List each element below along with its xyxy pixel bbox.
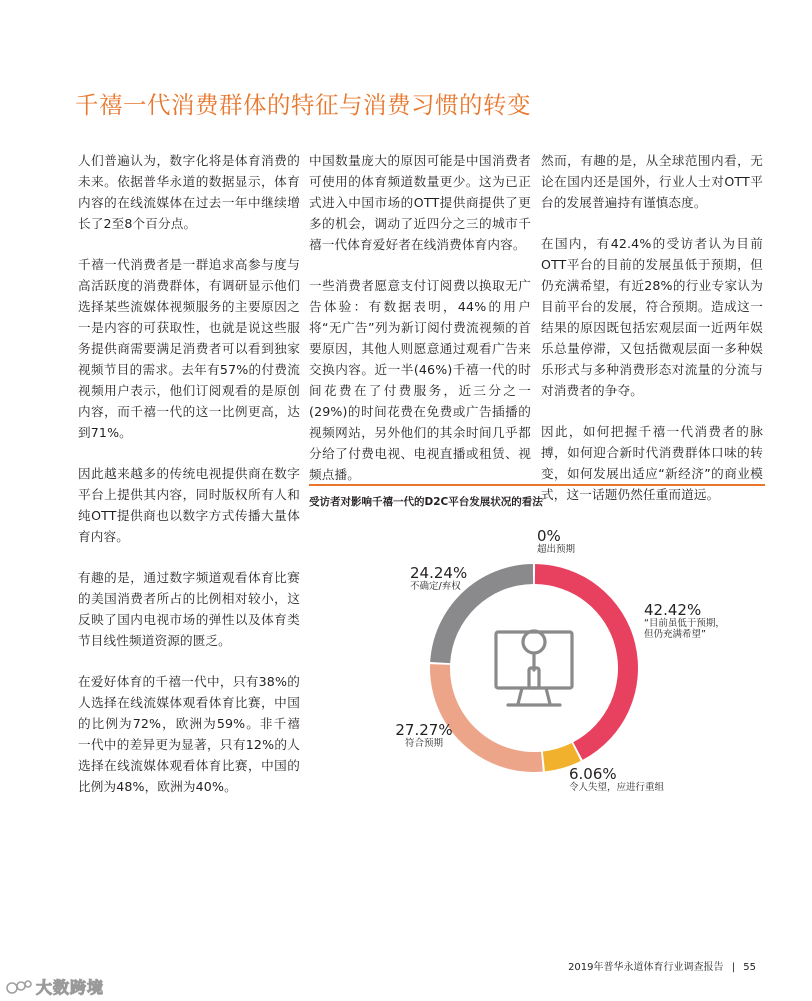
- slice-percent: 24.24%: [410, 564, 468, 582]
- slice-description: 但仍充满希望”: [644, 629, 706, 641]
- slice-percent: 0%: [537, 527, 561, 545]
- slice-description: 不确定/弃权: [410, 581, 461, 593]
- report-name: 2019年普华永道体育行业调查报告: [568, 962, 724, 973]
- paragraph: 一些消费者愿意支付订阅费以换取无广告体验：有数据表明，44%的用户将“无广告”列为新订阅付费流视频的首要原因，其他人则愿意通过观看广告来交换内容。近一半(46%)千禧一代的时间花费在了付费服务，近三分之一(29%)的时间花费在免费或广告插播的视频网站，另外他们的其余时间几乎都分给了付费电视、电视直播或租赁、视频点播。: [309, 278, 531, 482]
- paragraph: 在国内，有42.4%的受访者认为目前OTT平台的目前的发展虽低于预期，但仍充满希望，有近28%的行业专家认为目前平台的发展，符合预期。造成这一结果的原因既包括宏观层面一近两年娱乐总量停滞，又包括微观层面一多种娱乐形式与多种消费形态对流量的分流与对消费者的争夺。: [541, 236, 763, 398]
- paragraph: 中国数量庞大的原因可能是中国消费者可使用的体育频道数量更少。这为已正式进入中国市场的OTT提供商提供了更多的机会，调动了近四分之三的城市千禧一代体育爱好者在线消费体育内容。: [309, 153, 531, 252]
- footer-text: [568, 958, 756, 973]
- slice-label: [410, 565, 467, 593]
- page-number: 55: [743, 962, 756, 973]
- slice-percent: 42.42%: [644, 601, 702, 619]
- footer-separator: |: [731, 962, 736, 973]
- paragraph: 因此越来越多的传统电视提供商在数字平台上提供其内容，同时版权所有人和纯OTT提供商也以数字方式传播大量体育内容。: [78, 466, 300, 544]
- slice-description: “目前虽低于预期，: [644, 618, 725, 630]
- donut-slice: [430, 664, 543, 772]
- slice-percent: 6.06%: [569, 765, 617, 783]
- watermark-logo-icon: [6, 978, 32, 996]
- watermark: [6, 975, 104, 998]
- watermark-text: 大数跨境: [36, 978, 105, 997]
- paragraph: 在爱好体育的千禧一代中，只有38%的人选择在线流媒体观看体育比赛，中国的比例为72%，欧洲为59%。非千禧一代中的差异更为显著，只有12%的人选择在线流媒体观看体育比赛，中国的比例为48%，欧洲为40%。: [78, 674, 300, 794]
- slice-percent: 27.27%: [395, 721, 453, 739]
- slice-label: [644, 602, 725, 641]
- slice-description: 超出预期: [537, 544, 576, 556]
- slice-label: [569, 766, 664, 794]
- paragraph: 人们普遍认为，数字化将是体育消费的未来。依据普华永道的数据显示，体育内容的在线流媒体在过去一年中继续增长了2至8个百分点。: [78, 153, 300, 231]
- slice-label: [537, 528, 575, 556]
- monitor-magnifier-icon: [496, 631, 572, 705]
- paragraph: 有趣的是，通过数字频道观看体育比赛的美国消费者所占的比例相对较小，这反映了国内电视市场的弹性以及体育类节目线性频道资源的匮乏。: [78, 570, 300, 648]
- donut-slice: [535, 564, 638, 760]
- chart-title: 受访者对影响千禧一代的D2C平台发展状况的看法: [309, 496, 543, 508]
- slice-description: 令人失望，应进行重组: [569, 782, 665, 794]
- paragraph: 然而，有趣的是，从全球范围内看，无论在国内还是国外，行业人士对OTT平台的发展普遍持有谨慎态度。: [541, 153, 763, 210]
- slice-label: [388, 722, 460, 750]
- slice-description: 符合预期: [404, 738, 443, 750]
- page-title: 千禧一代消费群体的特征与消费习惯的转变: [75, 91, 531, 119]
- paragraph: 千禧一代消费者是一群追求高参与度与高活跃度的消费群体，有调研显示他们选择某些流媒体视频服务的主要原因之一是内容的可获取性，也就是说这些服务提供商需要满足消费者可以看到独家视频节目的需求。去年有57%的付费流视频用户表示，他们订阅观看的是原创内容，而千禧一代的这一比例更高，达到71%。: [78, 257, 300, 440]
- paragraph: 因此，如何把握千禧一代消费者的脉搏，如何迎合新时代消费群体口味的转变，如何发展出适应“新经济”的商业模式，这一话题仍然任重而道远。: [541, 424, 763, 502]
